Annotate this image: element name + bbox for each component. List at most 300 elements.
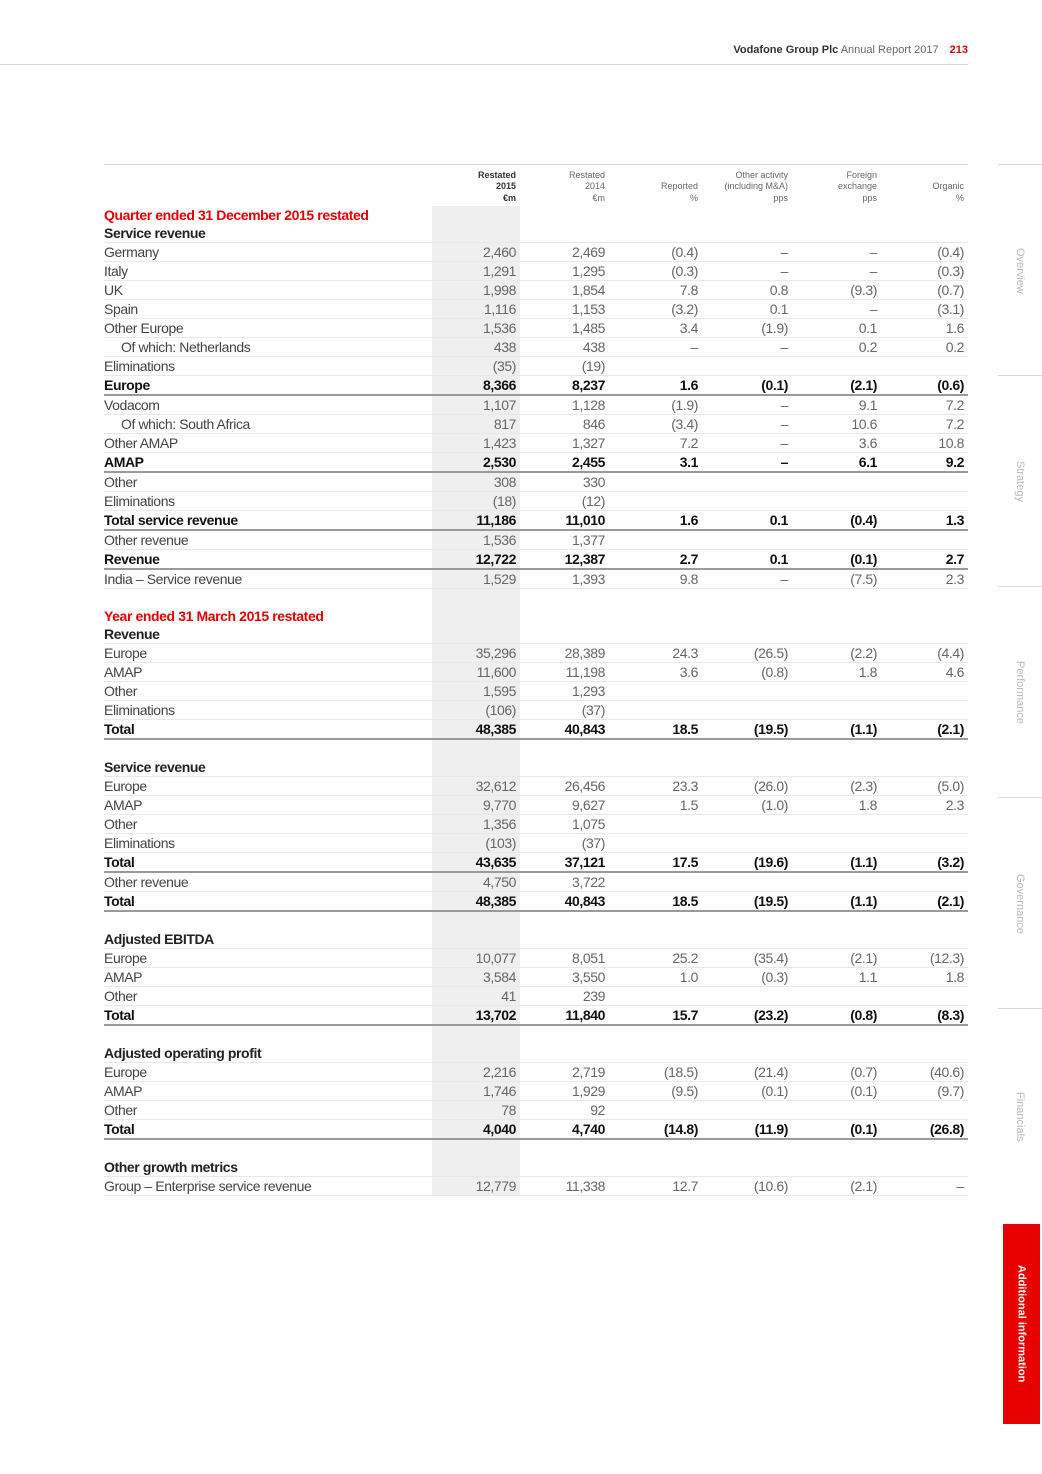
table-cell	[609, 1101, 702, 1120]
report-name: Annual Report 2017	[840, 44, 939, 56]
table-cell: (0.1)	[792, 1120, 881, 1140]
table-cell: 1,107	[432, 395, 520, 415]
table-cell	[520, 206, 609, 224]
table-cell: (37)	[520, 834, 609, 853]
table-cell: (18.5)	[609, 1063, 702, 1082]
column-header-line: Restated	[568, 169, 605, 180]
table-cell: (1.1)	[792, 720, 881, 740]
page-header	[0, 44, 968, 65]
table-row	[104, 720, 968, 740]
table-cell	[792, 607, 881, 625]
table-cell: 1,536	[432, 530, 520, 550]
table-cell: 1,295	[520, 262, 609, 281]
table-cell	[792, 1101, 881, 1120]
table-cell: 1,291	[432, 262, 520, 281]
column-header-line: 2015	[495, 181, 516, 191]
column-header-line: €m	[592, 192, 605, 203]
row-label: Other	[104, 987, 432, 1006]
table-cell	[432, 1158, 520, 1177]
row-label: Of which: Netherlands	[104, 338, 432, 357]
column-header-line: Reported	[660, 181, 698, 191]
row-label: Of which: South Africa	[104, 415, 432, 434]
table-cell: 9.1	[792, 395, 881, 415]
table-cell: 0.1	[702, 300, 792, 319]
company-name: Vodafone Group Plc	[733, 44, 839, 56]
column-header-line: pps	[862, 192, 877, 203]
subsection-row	[104, 1158, 968, 1177]
row-label: Eliminations	[104, 357, 432, 376]
table-cell	[702, 815, 792, 834]
table-cell: 1,998	[432, 281, 520, 300]
table-cell: (1.1)	[792, 892, 881, 912]
table-cell	[609, 911, 702, 930]
table-cell: (37)	[520, 701, 609, 720]
column-header	[881, 165, 968, 207]
column-header	[702, 165, 792, 207]
table-cell	[792, 1044, 881, 1063]
table-cell: (2.1)	[792, 376, 881, 396]
table-cell: (10.6)	[702, 1177, 792, 1196]
table-cell: (0.1)	[702, 376, 792, 396]
table-cell: 1,746	[432, 1082, 520, 1101]
table-cell	[792, 911, 881, 930]
table-cell: 1,423	[432, 434, 520, 453]
row-label: Eliminations	[104, 492, 432, 511]
table-row	[104, 453, 968, 473]
table-cell	[702, 834, 792, 853]
table-cell	[702, 492, 792, 511]
column-header-line: Foreign	[846, 169, 877, 180]
table-cell: 40,843	[520, 720, 609, 740]
table-cell: 18.5	[609, 720, 702, 740]
table-cell: 1,128	[520, 395, 609, 415]
row-label: AMAP	[104, 453, 432, 473]
table-row	[104, 281, 968, 300]
table-cell: 4,040	[432, 1120, 520, 1140]
table-cell: (0.1)	[792, 550, 881, 570]
table-cell	[520, 1139, 609, 1158]
table-cell: 438	[432, 338, 520, 357]
table-cell: (3.1)	[881, 300, 968, 319]
table-cell: 1,529	[432, 569, 520, 589]
table-cell	[792, 930, 881, 949]
table-row	[104, 682, 968, 701]
subsection-row	[104, 625, 968, 644]
table-cell: 1.6	[609, 511, 702, 531]
row-label: Other	[104, 682, 432, 701]
table-cell: 3.4	[609, 319, 702, 338]
table-cell: 9.2	[881, 453, 968, 473]
table-cell: (19.5)	[702, 720, 792, 740]
table-cell	[881, 625, 968, 644]
table-cell	[881, 224, 968, 243]
table-cell	[881, 701, 968, 720]
table-cell	[792, 530, 881, 550]
table-cell: 32,612	[432, 777, 520, 796]
row-label: Eliminations	[104, 701, 432, 720]
table-cell: 37,121	[520, 853, 609, 873]
row-label: Other	[104, 1101, 432, 1120]
table-cell: (1.9)	[702, 319, 792, 338]
table-cell	[881, 492, 968, 511]
column-header	[432, 165, 520, 207]
table-cell: 1.5	[609, 796, 702, 815]
row-label: AMAP	[104, 1082, 432, 1101]
table-cell: 28,389	[520, 644, 609, 663]
column-header-line: Other activity	[735, 169, 788, 180]
table-cell	[702, 589, 792, 608]
table-cell: 1.8	[881, 968, 968, 987]
table-cell: 18.5	[609, 892, 702, 912]
table-cell: 48,385	[432, 720, 520, 740]
table-row	[104, 319, 968, 338]
table-cell	[792, 739, 881, 758]
table-cell: –	[792, 243, 881, 262]
table-cell	[792, 492, 881, 511]
column-header-line: pps	[773, 192, 788, 203]
table-cell: (14.8)	[609, 1120, 702, 1140]
table-cell: 0.1	[702, 550, 792, 570]
table-cell: 11,186	[432, 511, 520, 531]
table-cell: –	[702, 395, 792, 415]
table-cell: 13,702	[432, 1006, 520, 1026]
table-cell	[609, 1025, 702, 1044]
table-cell: 10.6	[792, 415, 881, 434]
row-label: Germany	[104, 243, 432, 262]
table-cell: (0.8)	[702, 663, 792, 682]
table-cell: 78	[432, 1101, 520, 1120]
table-cell: (0.4)	[792, 511, 881, 531]
table-cell	[792, 206, 881, 224]
table-cell: 12.7	[609, 1177, 702, 1196]
table-cell	[792, 357, 881, 376]
section-tab-governance[interactable]	[998, 797, 1042, 1009]
table-cell: (3.2)	[881, 853, 968, 873]
table-cell	[432, 206, 520, 224]
table-cell: (2.2)	[792, 644, 881, 663]
table-row	[104, 834, 968, 853]
table-cell: 3,722	[520, 872, 609, 892]
table-cell	[520, 607, 609, 625]
table-cell: 7.2	[881, 415, 968, 434]
table-cell	[432, 224, 520, 243]
section-tab-performance[interactable]	[998, 586, 1042, 798]
table-cell: 1,293	[520, 682, 609, 701]
table-cell	[432, 930, 520, 949]
row-label: Service revenue	[104, 758, 432, 777]
table-cell: (0.3)	[609, 262, 702, 281]
page-number: 213	[949, 44, 968, 56]
table-cell: 7.8	[609, 281, 702, 300]
section-tab-label: Financials	[1014, 1092, 1026, 1142]
table-cell: 1,116	[432, 300, 520, 319]
row-label: Group – Enterprise service revenue	[104, 1177, 432, 1196]
table-cell	[609, 834, 702, 853]
table-cell: 35,296	[432, 644, 520, 663]
table-row	[104, 376, 968, 396]
table-row	[104, 968, 968, 987]
row-label: UK	[104, 281, 432, 300]
column-header-line: Restated	[477, 169, 516, 180]
column-header-line: %	[689, 192, 698, 203]
table-row	[104, 569, 968, 589]
table-cell: 24.3	[609, 644, 702, 663]
table-row	[104, 872, 968, 892]
subsection-row	[104, 758, 968, 777]
table-cell: –	[792, 300, 881, 319]
table-cell	[881, 1101, 968, 1120]
table-cell	[702, 1158, 792, 1177]
section-tab-label: Performance	[1014, 661, 1026, 724]
table-cell: 3.1	[609, 453, 702, 473]
column-header	[609, 165, 702, 207]
table-cell	[609, 987, 702, 1006]
table-cell: 11,338	[520, 1177, 609, 1196]
table-cell: 1,854	[520, 281, 609, 300]
row-label: Europe	[104, 376, 432, 396]
row-label	[104, 1139, 432, 1158]
table-cell	[792, 472, 881, 492]
row-label: Europe	[104, 1063, 432, 1082]
table-cell	[520, 224, 609, 243]
table-cell: (0.1)	[702, 1082, 792, 1101]
table-cell	[432, 1139, 520, 1158]
table-cell: (2.1)	[792, 1177, 881, 1196]
table-cell: (4.4)	[881, 644, 968, 663]
table-cell	[881, 834, 968, 853]
table-cell: 2,530	[432, 453, 520, 473]
table-cell: 2.3	[881, 569, 968, 589]
table-cell	[520, 1158, 609, 1177]
row-label: Revenue	[104, 625, 432, 644]
table-cell	[609, 224, 702, 243]
table-cell	[702, 930, 792, 949]
row-label	[104, 739, 432, 758]
table-cell: –	[609, 338, 702, 357]
table-cell: 0.1	[702, 511, 792, 531]
table-row	[104, 663, 968, 682]
table-cell: 9.8	[609, 569, 702, 589]
table-cell: 1.8	[792, 663, 881, 682]
table-cell	[432, 607, 520, 625]
table-cell: (11.9)	[702, 1120, 792, 1140]
table-cell: (35)	[432, 357, 520, 376]
table-cell: 0.2	[792, 338, 881, 357]
table-cell: 2.3	[881, 796, 968, 815]
table-cell	[702, 1044, 792, 1063]
table-cell: (26.5)	[702, 644, 792, 663]
table-cell: (26.8)	[881, 1120, 968, 1140]
table-cell	[881, 530, 968, 550]
table-cell: (26.0)	[702, 777, 792, 796]
table-cell	[609, 872, 702, 892]
row-label: India – Service revenue	[104, 569, 432, 589]
table-cell: (9.7)	[881, 1082, 968, 1101]
table-cell	[702, 625, 792, 644]
table-cell	[792, 625, 881, 644]
table-row	[104, 739, 968, 758]
table-cell	[792, 758, 881, 777]
table-cell: 0.8	[702, 281, 792, 300]
table-row	[104, 853, 968, 873]
table-cell	[792, 1025, 881, 1044]
table-cell: (2.3)	[792, 777, 881, 796]
table-cell: 3,584	[432, 968, 520, 987]
table-cell: (0.3)	[702, 968, 792, 987]
table-cell	[520, 758, 609, 777]
row-label: Other AMAP	[104, 434, 432, 453]
table-cell	[520, 930, 609, 949]
table-cell	[432, 589, 520, 608]
table-cell: 9,770	[432, 796, 520, 815]
table-cell: (18)	[432, 492, 520, 511]
table-row	[104, 1006, 968, 1026]
table-cell	[702, 739, 792, 758]
table-cell: (19.5)	[702, 892, 792, 912]
table-row	[104, 395, 968, 415]
table-row	[104, 300, 968, 319]
table-row	[104, 1025, 968, 1044]
table-cell	[609, 492, 702, 511]
subsection-row	[104, 1044, 968, 1063]
table-cell: 23.3	[609, 777, 702, 796]
row-label: Quarter ended 31 December 2015 restated	[104, 207, 369, 223]
table-cell	[432, 1044, 520, 1063]
row-label: Europe	[104, 644, 432, 663]
table-cell	[702, 758, 792, 777]
table-cell	[609, 357, 702, 376]
table-row	[104, 777, 968, 796]
table-cell: (19.6)	[702, 853, 792, 873]
section-title-row	[104, 607, 968, 625]
table-cell: (8.3)	[881, 1006, 968, 1026]
table-cell: 1,153	[520, 300, 609, 319]
table-cell: (7.5)	[792, 569, 881, 589]
table-row	[104, 796, 968, 815]
table-row	[104, 434, 968, 453]
table-cell: 330	[520, 472, 609, 492]
table-cell	[881, 739, 968, 758]
section-tab-additional-information[interactable]	[1003, 1224, 1040, 1424]
table-cell: (0.6)	[881, 376, 968, 396]
row-label: Other	[104, 472, 432, 492]
table-cell: 8,237	[520, 376, 609, 396]
row-label: Other revenue	[104, 872, 432, 892]
table-cell: (1.0)	[702, 796, 792, 815]
table-cell	[609, 1158, 702, 1177]
table-cell	[702, 911, 792, 930]
table-cell: 10.8	[881, 434, 968, 453]
table-cell: 11,600	[432, 663, 520, 682]
table-cell: (40.6)	[881, 1063, 968, 1082]
table-cell: 1,929	[520, 1082, 609, 1101]
row-label: Other growth metrics	[104, 1158, 432, 1177]
table-cell	[702, 987, 792, 1006]
table-cell: 2.7	[609, 550, 702, 570]
table-row	[104, 338, 968, 357]
table-cell: 4,740	[520, 1120, 609, 1140]
table-cell	[702, 472, 792, 492]
table-cell: 1.3	[881, 511, 968, 531]
table-cell	[702, 872, 792, 892]
table-cell: 11,198	[520, 663, 609, 682]
table-row	[104, 949, 968, 968]
row-label: Service revenue	[104, 224, 432, 243]
table-cell: (12)	[520, 492, 609, 511]
table-cell: 12,722	[432, 550, 520, 570]
column-header-line: exchange	[837, 181, 877, 191]
table-row	[104, 492, 968, 511]
table-row	[104, 911, 968, 930]
table-cell: 25.2	[609, 949, 702, 968]
table-body	[104, 206, 968, 1196]
table-cell: (2.1)	[792, 949, 881, 968]
section-tab-label: Overview	[1014, 247, 1026, 294]
table-cell	[520, 589, 609, 608]
table-cell	[702, 701, 792, 720]
table-cell: 17.5	[609, 853, 702, 873]
row-label: Adjusted operating profit	[104, 1044, 432, 1063]
table-cell: 308	[432, 472, 520, 492]
table-cell	[609, 530, 702, 550]
table-cell: 1,075	[520, 815, 609, 834]
table-cell: (9.5)	[609, 1082, 702, 1101]
column-header	[792, 165, 881, 207]
section-tab-financials[interactable]	[998, 1008, 1042, 1225]
table-cell: 4,750	[432, 872, 520, 892]
table-cell: 1.0	[609, 968, 702, 987]
row-label: Eliminations	[104, 834, 432, 853]
table-cell: 1.8	[792, 796, 881, 815]
table-cell: 41	[432, 987, 520, 1006]
row-label: Total	[104, 892, 432, 912]
row-label: Other revenue	[104, 530, 432, 550]
table-cell: (0.7)	[792, 1063, 881, 1082]
table-cell: (9.3)	[792, 281, 881, 300]
table-cell: 11,010	[520, 511, 609, 531]
table-cell	[702, 682, 792, 701]
table-cell: (2.1)	[881, 720, 968, 740]
table-cell: 1.1	[792, 968, 881, 987]
table-cell: (5.0)	[881, 777, 968, 796]
section-tab-overview[interactable]	[998, 164, 1042, 376]
table-cell: (2.1)	[881, 892, 968, 912]
table-cell	[702, 357, 792, 376]
table-row	[104, 1063, 968, 1082]
table-cell: 1,393	[520, 569, 609, 589]
row-label	[104, 1025, 432, 1044]
table-cell: –	[702, 243, 792, 262]
table-row	[104, 644, 968, 663]
row-label: Europe	[104, 777, 432, 796]
row-label: Total service revenue	[104, 511, 432, 531]
table-cell	[432, 911, 520, 930]
table-cell	[609, 472, 702, 492]
table-cell: 3,550	[520, 968, 609, 987]
row-label: Total	[104, 853, 432, 873]
table-row	[104, 815, 968, 834]
table-cell	[609, 682, 702, 701]
table-cell: 7.2	[609, 434, 702, 453]
section-tab-strategy[interactable]	[998, 375, 1042, 587]
table-cell	[432, 625, 520, 644]
table-cell: 1,356	[432, 815, 520, 834]
table-cell	[881, 1044, 968, 1063]
table-cell	[881, 930, 968, 949]
column-header-line: (including M&A)	[724, 181, 788, 191]
table-cell: 8,366	[432, 376, 520, 396]
table-header-row	[104, 165, 968, 207]
